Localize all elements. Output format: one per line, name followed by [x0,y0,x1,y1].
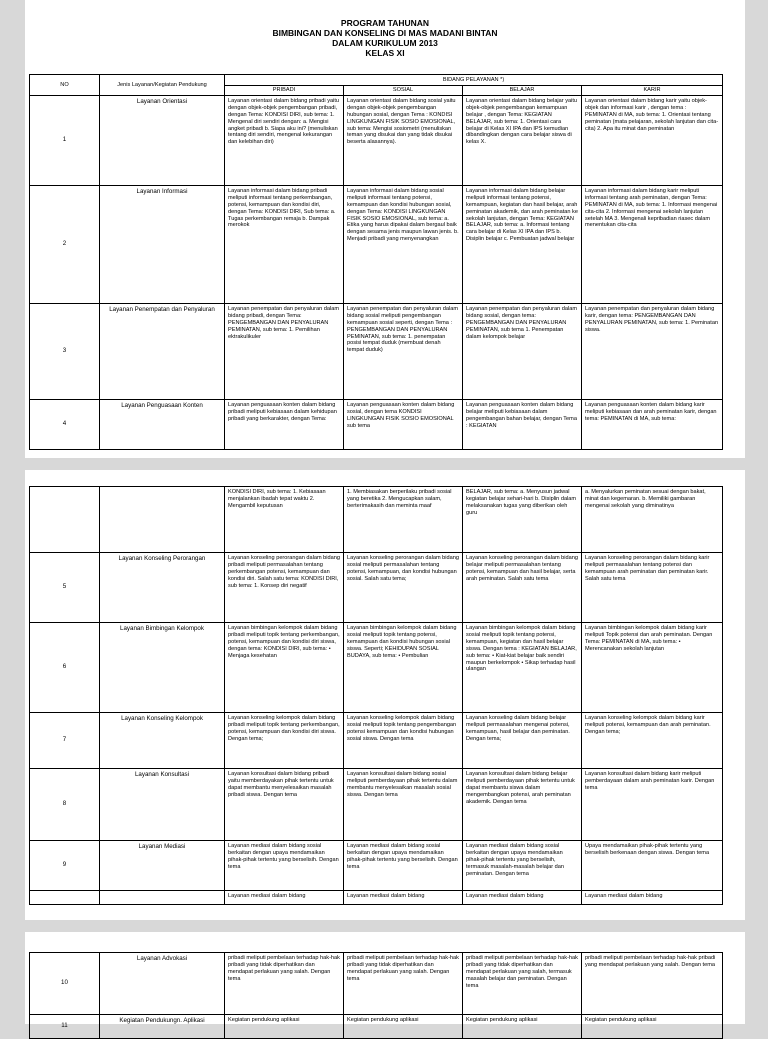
cell-jenis [100,891,225,905]
header-belajar: BELAJAR [463,86,582,96]
cell-jenis [100,487,225,553]
title-line-2: BIMBINGAN DAN KONSELING DI MAS MADANI BINTAN [272,28,498,38]
cell-no: 5 [30,553,100,623]
cell-pribadi: Layanan konseling perorangan dalam bidang pribadi meliputi permasalahan tentang perkembangan potensi, kemampuan dan kondisi diri. Salah satu tema: KONDISI DIRI, sub tema: 1. Konsep diri negatif [225,553,344,623]
table-body-page-2 [30,487,723,905]
cell-karir: Layanan bimbingan kelompok dalam bidang karir meliputi Topik potensi dan arah peminatan. Dengan Tema: PEMINATAN di MA, sub tema: • Merencanakan sekolah lanjutan [582,623,723,713]
table-body-page-1 [30,95,723,449]
header-sosial: SOSIAL [344,86,463,96]
cell-karir: Layanan penempatan dan penyaluran dalam bidang karir, dengan tema: PENGEMBANGAN DAN PENYALURAN PEMINATAN, sub tema: 1. Peminatan siswa. [582,303,723,399]
cell-belajar: Layanan informasi dalam bidang belajar meliputi informasi tentang potensi, kemampuan, kegiatan dan hasil belajar, arah peminatan akademik, dan arah peminatan ke sekolah lanjutan, dengan Tema: KEGIATAN BELAJAR, sub tema: a. Informasi tentang cara belajar di Kelas XI IPA dan IPS b. Disiplin belajar c. Pembuatan jadwal belajar [463,185,582,303]
cell-pribadi: Layanan konseling kelompok dalam bidang pribadi meliputi topik tentang perkembangan, potensi, kemampuan dan kondisi diri siswa. Dengan tema; [225,713,344,769]
cell-pribadi: Layanan penempatan dan penyaluran dalam bidang pribadi, dengan Tema: PENGEMBANGAN DAN PENYALURAN PEMINATAN, sub tema: 1. Pemilihan ektrakulikuler [225,303,344,399]
table-row [30,769,723,841]
cell-jenis: Layanan Advokasi [100,953,225,1015]
cell-karir: Layanan informasi dalam bidang karir meliputi informasi tentang arah peminatan, dengan Tema: PEMINATAN di MA, sub tema: 1. Informasi mengenai cita-cita 2. Informasi mengenai sekolah lanjutan setelah MA 3. Mengenali kepribadian riasec dalam menentukan cita-cita [582,185,723,303]
title-line-1: PROGRAM TAHUNAN [340,18,430,28]
cell-pribadi: Layanan konsultasi dalam bidang pribadi yaitu memberdayakan pihak tertentu untuk dapat membantu menyelesaikan masalah pribadi siswa. Dengan tema [225,769,344,841]
cell-karir: Layanan konsultasi dalam bidang karir meliputi pemberdayaan dalam arah peminatan karir. Dengan tema [582,769,723,841]
program-table-page-1 [29,74,723,450]
cell-sosial: Layanan konseling perorangan dalam bidang sosial meliputi permasalahan tentang potensi, kemampuan, dan kondisi hubungan sosial. Salah satu tema; [344,553,463,623]
header-no: NO [30,75,100,96]
cell-jenis: Layanan Penempatan dan Penyaluran [100,303,225,399]
table-row [30,623,723,713]
cell-karir: pribadi meliputi pembelaan terhadap hak-hak pribadi yang mendapat perlakuan yang salah. Dengan tema [582,953,723,1015]
cell-no: 2 [30,185,100,303]
table-row [30,185,723,303]
cell-karir: Kegiatan pendukung aplikasi [582,1015,723,1039]
cell-belajar: BELAJAR, sub tema: a. Menyusun jadwal kegiatan belajar sehari-hari b. Disiplin dalam melaksanakan tugas yang diberikan oleh guru [463,487,582,553]
document-page-1 [25,0,745,458]
cell-no [30,487,100,553]
cell-karir: Layanan konseling perorangan dalam bidang karir meliputi permasalahan tentang potensi dan kemampuan arah peminatan dan peminatan karir. Salah satu tema [582,553,723,623]
document-page-2 [25,470,745,920]
cell-no: 7 [30,713,100,769]
cell-sosial: Layanan penguasaan konten dalam bidang sosial, dengan tema KONDISI LINGKUNGAN FISIK SOSIO EMOSIONAL sub tema [344,399,463,449]
cell-no: 1 [30,95,100,185]
cell-jenis: Layanan Bimbingan Kelompok [100,623,225,713]
program-table-page-3 [29,952,723,1039]
table-row [30,1015,723,1039]
cell-sosial: Layanan konsultasi dalam bidang sosial meliputi pemberdayaan pihak tertentu dalam membantu menyelesaikan masalah sosial siswa. Dengan tema [344,769,463,841]
cell-no [30,891,100,905]
cell-karir: Layanan orientasi dalam bidang karir yaitu objek-objek dan informasi karir , dengan tema : PEMINATAN di MA, sub tema: 1. Orientasi tentang peminatan (mata pelajaran, sekolah lanjutan dan cita-cita) 2. Apa itu minat dan peminatan [582,95,723,185]
cell-jenis: Layanan Penguasaan Konten [100,399,225,449]
header-pribadi: PRIBADI [225,86,344,96]
table-row [30,303,723,399]
cell-jenis: Kegiatan Pendukungn. Aplikasi [100,1015,225,1039]
cell-belajar: Layanan mediasi dalam bidang [463,891,582,905]
cell-belajar: Layanan penempatan dan penyaluran dalam bidang sosial, dengan tema: PENGEMBANGAN DAN PENYALURAN PEMINATAN, sub tema 1. Penempatan dalam kelompok belajar [463,303,582,399]
cell-sosial: 1. Membiasakan berperilaku pribadi sosial yang beretika 2. Mengucapkan salam, berterimakasih dan meminta maaf [344,487,463,553]
header-bidang: BIDANG PELAYANAN *) [225,75,723,86]
cell-pribadi: Kegiatan pendukung aplikasi [225,1015,344,1039]
cell-jenis: Layanan Konsultasi [100,769,225,841]
cell-sosial: Layanan penempatan dan penyaluran dalam bidang sosial meliputi pengembangan kemampuan sosial seperti, dengan Tema : PENGEMBANGAN DAN PENYALURAN PEMINATAN, sub tema: 1. penempatan posisi tempat duduk (membuat denah tempat duduk) [344,303,463,399]
cell-pribadi: Layanan mediasi dalam bidang [225,891,344,905]
header-karir: KARIR [582,86,723,96]
cell-belajar: Layanan penguasaan konten dalam bidang belajar meliputi kebiasaan dalam pengembangan bahan belajar, dengan Tema : KEGIATAN [463,399,582,449]
cell-no: 3 [30,303,100,399]
table-row [30,487,723,553]
cell-belajar: Layanan mediasi dalam bidang sosial berkaitan dengan upaya mendamaikan pihak-pihak tertentu yang berselisih, termasuk masalah-masalah belajar dan peminatan. Dengan tema [463,841,582,891]
table-row [30,953,723,1015]
cell-sosial: Layanan informasi dalam bidang sosial meliputi informasi tentang potensi, kemampuan dan kondisi hubungan sosial, dengan Tema: KONDISI LINGKUNGAN FISIK SOSIO EMOSIONAL, sub tema: a. Etika yang harus dipakai dalam bergaul baik dengan sesama jenis maupun lawan jenis. b. Menjadi pribadi yang menyenangkan [344,185,463,303]
cell-jenis: Layanan Informasi [100,185,225,303]
cell-belajar: Layanan bimbingan kelompok dalam bidang sosial meliputi topik tentang potensi, kemampuan, kegiatan dan hasil belajar siswa. Dengan tema : KEGIATAN BELAJAR, sub tema: • Kiat-kiat belajar baik sendiri maupun berkelompok • Sikap terhadap hasil ulangan [463,623,582,713]
document-title [25,0,745,64]
cell-karir: Layanan penguasaan konten dalam bidang karir meliputi kebiasaan dan arah peminatan karir, dengan tema: PEMINATAN di MA, sub tema: [582,399,723,449]
cell-belajar: Kegiatan pendukung aplikasi [463,1015,582,1039]
cell-pribadi: Layanan orientasi dalam bidang pribadi yaitu dengan objek-objek pengembangan pribadi, dengan Tema: KONDISI DIRI, sub tema: 1. Mengenal diri sendiri dengan: a. Mengisi angket pribadi b. Siapa aku ini? (menuliskan tentang diri sendiri, mengenal kekurangan dan kelebihan diri) [225,95,344,185]
title-line-3: DALAM KURIKULUM 2013 [332,38,438,48]
cell-sosial: Layanan mediasi dalam bidang [344,891,463,905]
cell-jenis: Layanan Orientasi [100,95,225,185]
cell-karir: a. Menyalurkan peminatan sesuai dengan bakat, minat dan kegemaran. b. Memiliki gambaran mengenai sekolah yang diminatinya [582,487,723,553]
cell-no: 4 [30,399,100,449]
cell-no: 11 [30,1015,100,1039]
cell-no: 9 [30,841,100,891]
cell-sosial: pribadi meliputi pembelaan terhadap hak-hak pribadi yang tidak diperhatikan dan mendapat perlakuan yang salah. Dengan tema [344,953,463,1015]
table-row [30,841,723,891]
table-row [30,399,723,449]
cell-pribadi: pribadi meliputi pembelaan terhadap hak-hak pribadi yang tidak diperhatikan dan mendapat perlakuan yang salah. Dengan tema [225,953,344,1015]
cell-sosial: Kegiatan pendukung aplikasi [344,1015,463,1039]
cell-belajar: Layanan orientasi dalam bidang belajar yaitu objek-objek pengembangan kemampuan belajar , dengan Tema: KEGIATAN BELAJAR, sub tema: 1. Orientasi cara belajar di Kelas XI IPA dan IPS kemudian dibandingkan dengan cara belajar siswa di kelas X. [463,95,582,185]
cell-no: 10 [30,953,100,1015]
cell-jenis: Layanan Konseling Perorangan [100,553,225,623]
table-row [30,713,723,769]
cell-sosial: Layanan mediasi dalam bidang sosial berkaitan dengan upaya mendamaikan pihak-pihak tertentu yang berselisih. Dengan tema [344,841,463,891]
table-body-page-3 [30,953,723,1039]
cell-sosial: Layanan orientasi dalam bidang sosial yaitu dengan objek-objek pengembangan hubungan sosial, dengan Tema : KONDISI LINGKUNGAN FISIK SOSIO EMOSIONAL, sub tema: Mengisi sosiometri (menuliskan teman yang disukai dan yang tidak disukai beserta alasannya). [344,95,463,185]
cell-jenis: Layanan Konseling Kelompok [100,713,225,769]
document-page-3 [25,932,745,1030]
cell-sosial: Layanan konseling kelompok dalam bidang sosial meliputi topik tentang pengembangan potensi kemampuan dan kondisi hubungan sosial siswa. Dengan tema [344,713,463,769]
cell-belajar: Layanan konseling perorangan dalam bidang belajar meliputi permasalahan tentang potensi, kemampuan dan hasil belajar, serta arah peminatan. Salah satu tema [463,553,582,623]
cell-karir: Upaya mendamaikan pihak-pihak tertentu yang berselisih berkenaan dengan siswa. Dengan tema [582,841,723,891]
cell-no: 6 [30,623,100,713]
cell-no: 8 [30,769,100,841]
cell-pribadi: Layanan informasi dalam bidang pribadi meliputi informasi tentang perkembangan, potensi, kemampuan dan kondisi diri, dengan Tema: KONDISI DIRI, Sub tema: a. Tugas perkembangan remaja b. Dampak merokok [225,185,344,303]
header-jenis: Jenis Layanan/Kegiatan Pendukung [100,75,225,96]
cell-belajar: pribadi meliputi pembelaan terhadap hak-hak pribadi yang tidak diperhatikan dan mendapat perlakuan yang salah, termasuk masalah belajar dan peminatan. Dengan tema [463,953,582,1015]
table-row [30,95,723,185]
cell-sosial: Layanan bimbingan kelompok dalam bidang sosial meliputi topik tentang potensi, kemampuan dan kondisi hubungan sosial siswa. Seperti; KEHIDUPAN SOSIAL BUDAYA, sub tema: • Pembulian [344,623,463,713]
program-table-page-2 [29,486,723,905]
cell-karir: Layanan mediasi dalam bidang [582,891,723,905]
cell-belajar: Layanan konseling dalam bidang belajar meliputi permasalahan mengenai potensi, kemampuan, hasil belajar dan peminatan. Dengan tema; [463,713,582,769]
cell-pribadi: Layanan bimbingan kelompok dalam bidang pribadi meliputi topik tentang perkembangan, potensi, kemampuan dan kondisi diri siswa, dengan tema: KONDISI DIRI, sub tema: • Menjaga kesehatan [225,623,344,713]
cell-pribadi: Layanan penguasaan konten dalam bidang pribadi meliputi kebiasaan dalam kehidupan pribadi yang berkarakter, dengan Tema: [225,399,344,449]
cell-jenis: Layanan Mediasi [100,841,225,891]
cell-karir: Layanan konseling kelompok dalam bidang karir meliputi potensi, kemampuan dan arah peminatan. Dengan tema; [582,713,723,769]
cell-belajar: Layanan konsultasi dalam bidang belajar meliputi pemberdayaan pihak tertentu untuk dapat membantu siswa dalam mengembangkan potensi, arah peminatan akademik. Dengan tema [463,769,582,841]
cell-pribadi: KONDISI DIRI, sub tema: 1. Kebiasaan menjalankan ibadah tepat waktu 2. Mengambil keputusan [225,487,344,553]
table-row [30,891,723,905]
cell-pribadi: Layanan mediasi dalam bidang sosial berkaitan dengan upaya mendamaikan pihak-pihak tertentu yang berselisih. Dengan tema [225,841,344,891]
title-line-4: KELAS XI [365,48,405,58]
table-row [30,553,723,623]
